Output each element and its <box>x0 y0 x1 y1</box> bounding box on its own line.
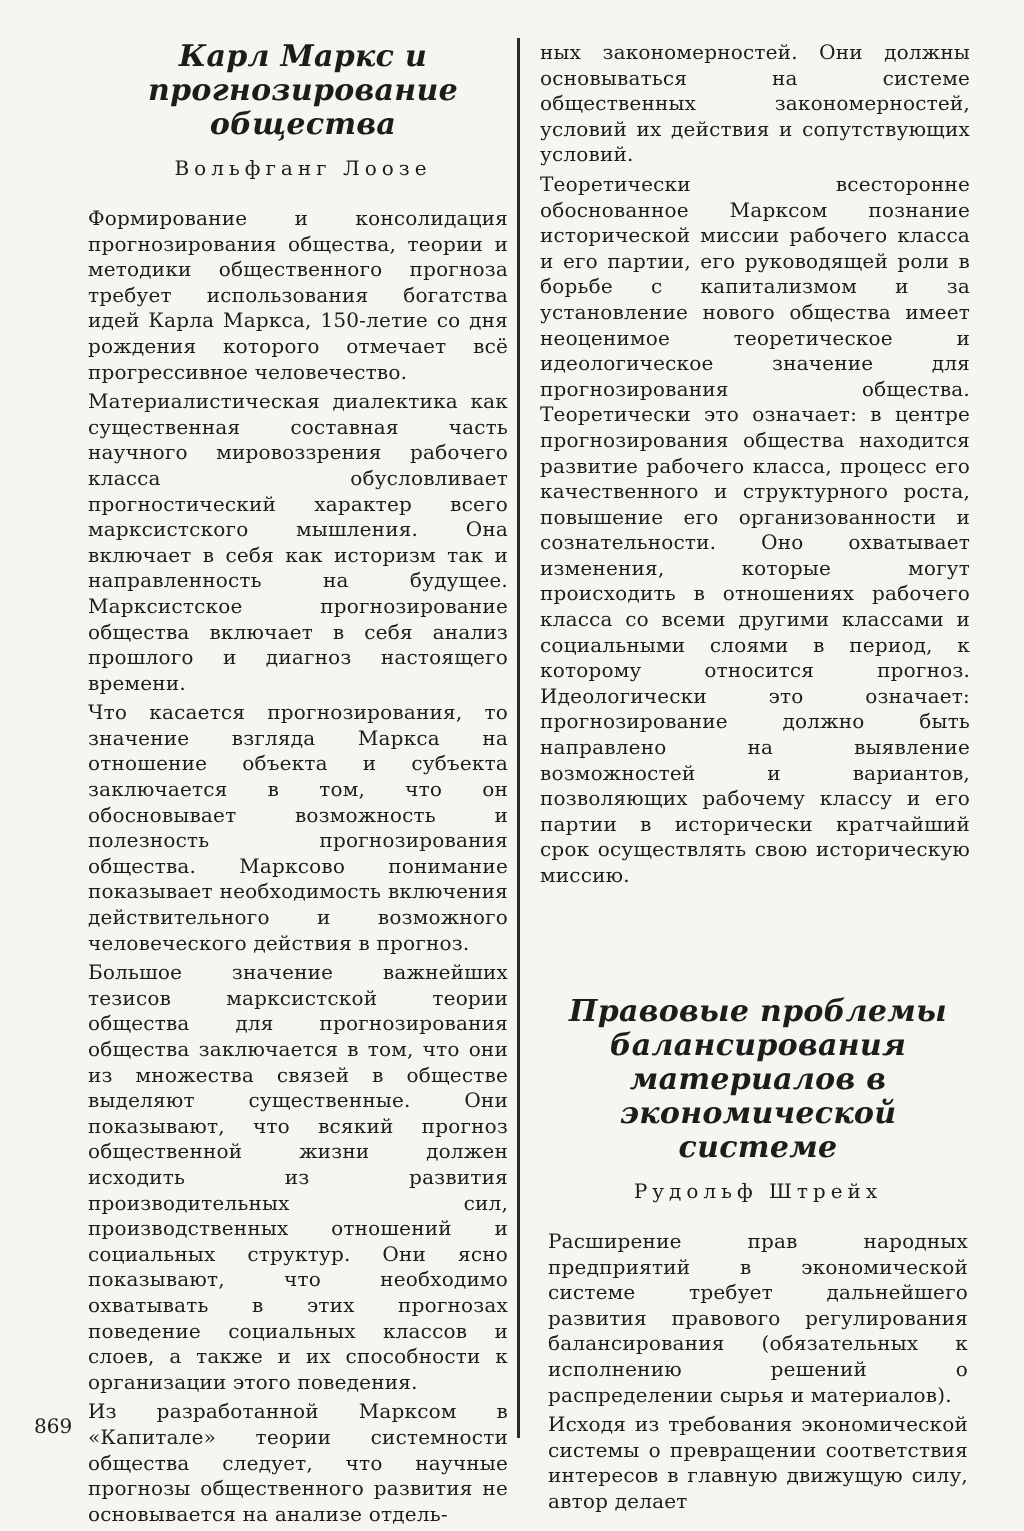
article1-paragraph: Что касается прогнозирования, то значение взгляда Маркса на отношение объекта и субъекта заключается в том, что он обосновывает возможность и полезность прогнозирования общества. Марксово понимание показывает необходимость включения действительного и возможного человеческого действия в прогноз. <box>88 700 508 955</box>
article2-paragraph: Расширение прав народных предприятий в экономической системе требует дальнейшего развития правового регулирования балансирования (обязательных к исполнению решений о распределении сырья и материалов). <box>548 1229 968 1407</box>
article1-paragraph: ных закономерностей. Они должны основываться на системе общественных закономерностей, условий их действия и сопутствующих условий. <box>540 40 970 167</box>
article2-author: Рудольф Штрейх <box>633 1179 883 1203</box>
left-column <box>88 40 508 1531</box>
page-number: 869 <box>34 1414 73 1438</box>
article2-title: Правовые проблемы балансирования материалов в экономической системе <box>569 994 947 1165</box>
article1-paragraph: Большое значение важнейших тезисов марксистской теории общества для прогнозирования общества заключается в том, что они из множества связей в обществе выделяют существенные. Они показывают, что всякий прогноз общественной жизни должен исходить из развития производительных сил, производственных отношений и социальных структур. Они ясно показывают, что необходимо охватывать в этих прогнозах поведение социальных классов и слоев, а также и их способности к организации этого поведения. <box>88 960 508 1394</box>
article1-paragraph: Теоретически всесторонне обоснованное Марксом познание исторической миссии рабочего класса и его партии, его руководящей роли в борьбе с капитализмом и за установление нового общества имеет неоценимое теоретическое и идеологическое значение для прогнозирования общества. Теоретически это означает: в центре прогнозирования общества находится развитие рабочего класса, процесс его качественного и структурного роста, повышение его организованности и сознательности. Оно охватывает изменения, которые могут происходить в отношениях рабочего класса со всеми другими классами и социальными слоями в период, к которому относится прогноз. Идеологически это означает: прогнозирование должно быть направлено на выявление возможностей и вариантов, позволяющих рабочему классу и его партии в исторически кратчайший срок осуществлять свою историческую миссию. <box>540 171 970 887</box>
article1-header <box>98 40 508 180</box>
article1-paragraph: Материалистическая диалектика как существенная составная часть научного мировоззрения рабочего класса обусловливает прогностический характер всего марксистского мышления. Она включает в себя как историзм так и направленность на будущее. Марксистское прогнозирование общества включает в себя анализ прошлого и диагноз настоящего времени. <box>88 389 508 695</box>
article1-paragraph: Формирование и консолидация прогнозирования общества, теории и методики общественного прогноза требует использования богатства идей Карла Маркса, 150-летие со дня рождения которого отмечает всё прогрессивное человечество. <box>88 206 508 384</box>
right-column <box>540 40 970 893</box>
article1-title: Карл Маркс и прогнозирование общества <box>148 39 458 142</box>
article1-paragraph: Из разработанной Марксом в «Капитале» теории системности общества следует, что научные прогнозы общественного развития не основывается на анализе отдель- <box>88 1399 508 1526</box>
article1-author: Вольфганг Лоозе <box>174 156 432 180</box>
column-divider <box>517 38 520 1438</box>
article2-paragraph: Исходя из требования экономической системы о превращении соответствия интересов в главную движущую силу, автор делает <box>548 1412 968 1513</box>
article2 <box>548 995 968 1519</box>
